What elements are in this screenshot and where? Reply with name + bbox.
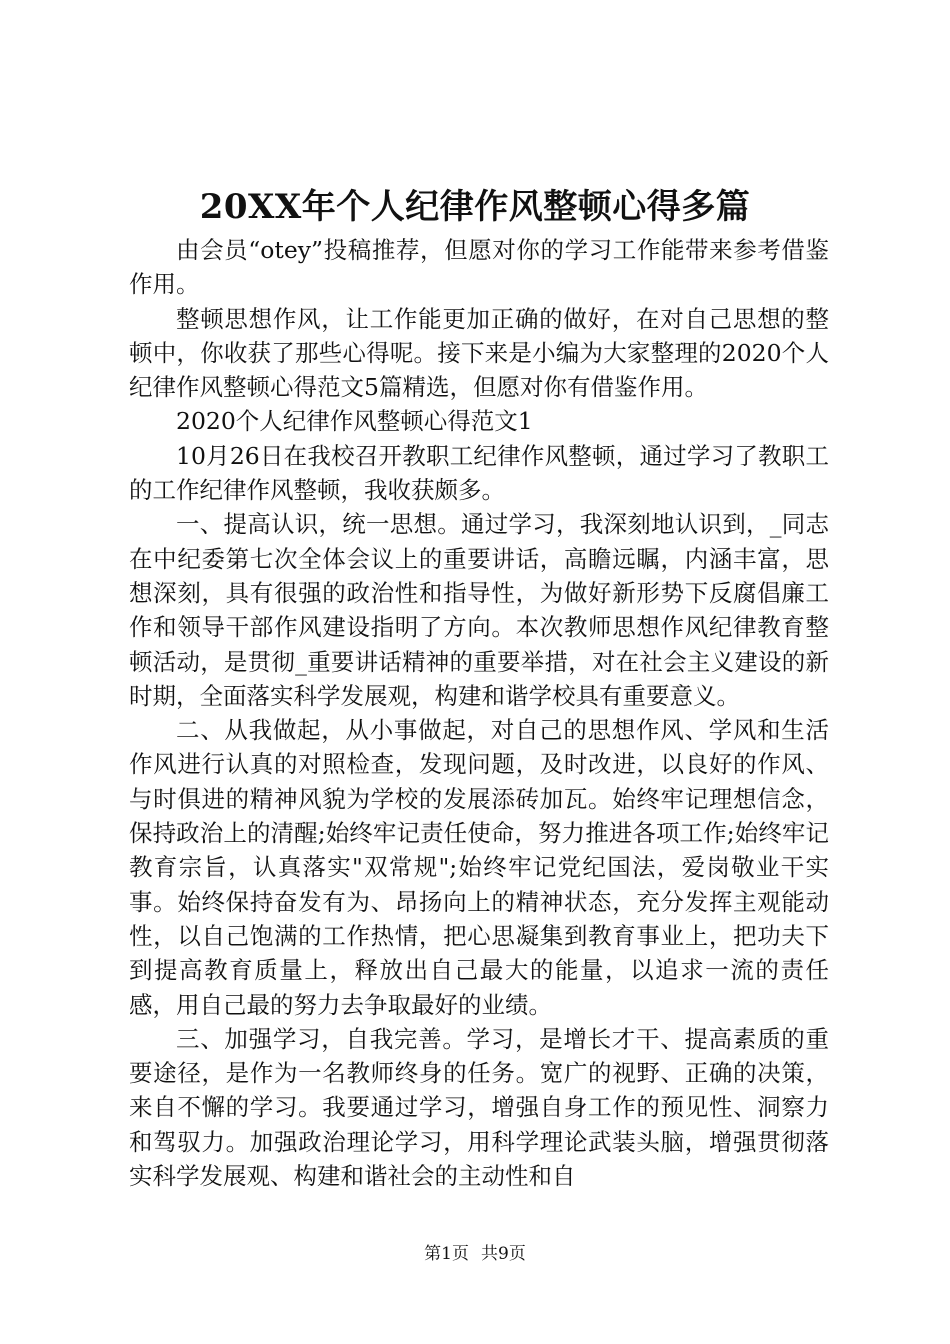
page-number: 第1页 [424,1244,469,1264]
section-heading: 2020个人纪律作风整顿心得范文1 [176,407,533,436]
page-footer [0,1242,950,1266]
lead-paragraph: 整顿思想作风，让工作能更加正确的做好，在对自己思想的整顿中，你收获了那些心得呢。接下来是小编为大家整理的2020个人纪律作风整顿心得范文5篇精选，但愿对你有借鉴作用。 [129,304,829,402]
body-paragraph: 三、加强学习，自我完善。学习，是增长才干、提高素质的重要途径，是作为一名教师终身的任务。宽广的视野、正确的决策，来自不懈的学习。我要通过学习，增强自身工作的预见性、洞察力和驾驭力。加强政治理论学习，用科学理论武装头脑，增强贯彻落实科学发展观、构建和谐社会的主动性和自 [129,1024,829,1191]
page-total: 共9页 [481,1244,526,1264]
intro-paragraph: 由会员“otey”投稿推荐，但愿对你的学习工作能带来参考借鉴作用。 [129,236,829,299]
body-paragraph: 二、从我做起，从小事做起，对自己的思想作风、学风和生活作风进行认真的对照检查，发现问题，及时改进，以良好的作风、与时俱进的精神风貌为学校的发展添砖加瓦。始终牢记理想信念，保持政治上的清醒;始终牢记责任使命，努力推进各项工作;始终牢记教育宗旨，认真落实"双常规";始终牢记党纪国法，爱岗敬业干实事。始终保持奋发有为、昂扬向上的精神状态，充分发挥主观能动性，以自己饱满的工作热情，把心思凝集到教育事业上，把功夫下到提高教育质量上，释放出自己最大的能量，以追求一流的责任感，用自己最的努力去争取最好的业绩。 [129,716,829,1019]
document-body [129,233,829,1193]
body-paragraph: 一、提高认识，统一思想。通过学习，我深刻地认识到，_同志在中纪委第七次全体会议上的重要讲话，高瞻远瞩，内涵丰富，思想深刻，具有很强的政治性和指导性，为做好新形势下反腐倡廉工作和领导干部作风建设指明了方向。本次教师思想作风纪律教育整顿活动，是贯彻_重要讲话精神的重要举措，对在社会主义建设的新时期，全面落实科学发展观，构建和谐学校具有重要意义。 [129,510,829,710]
document-title: 20XX年个人纪律作风整顿心得多篇 [199,187,751,227]
body-paragraph: 10月26日在我校召开教职工纪律作风整顿，通过学习了教职工的工作纪律作风整顿，我收获颇多。 [129,441,829,505]
